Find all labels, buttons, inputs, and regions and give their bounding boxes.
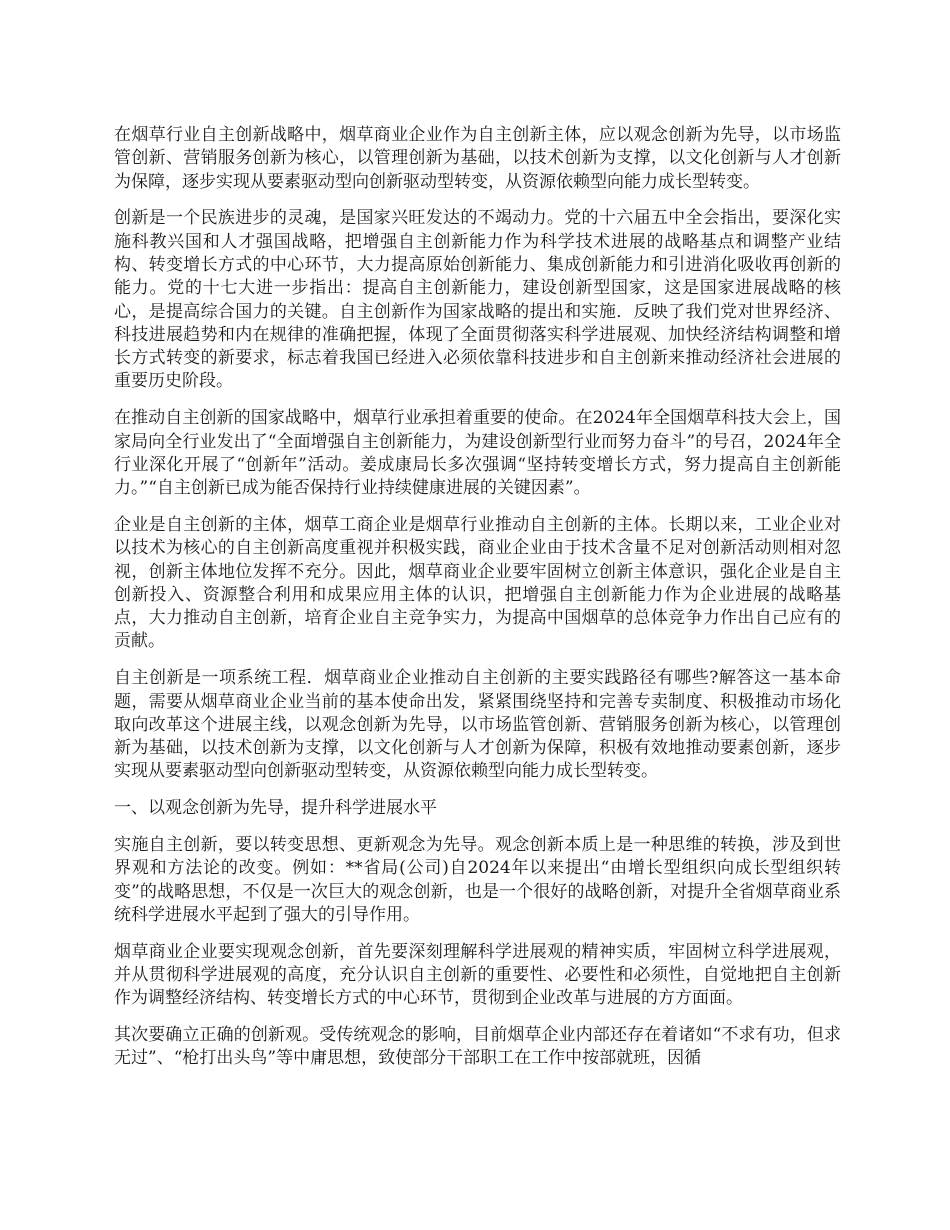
- paragraph-innovation-soul: 创新是一个民族进步的灵魂，是国家兴旺发达的不竭动力。党的十六届五中全会指出，要深化实施科教兴国和人才强国战略，把增强自主创新能力作为科学技术进展的战略基点和调整产业结构、转变增长方式的中心环节，大力提高原始创新能力、集成创新能力和引进消化吸收再创新的能力。党的十七大进一步指出：提高自主创新能力，建设创新型国家，这是国家进展战略的核心，是提高综合国力的关键。自主创新作为国家战略的提出和实施．反映了我们党对世界经济、科技进展趋势和内在规律的准确把握，体现了全面贯彻落实科学进展观、加快经济结构调整和增长方式转变的新要求，标志着我国已经进入必须依靠科技进步和自主创新来推动经济社会进展的重要历史阶段。: [114, 208, 841, 392]
- paragraph-system-engineering: 自主创新是一项系统工程．烟草商业企业推动自主创新的主要实践路径有哪些?解答这一基本命题，需要从烟草商业企业当前的基本使命出发，紧紧围绕坚持和完善专卖制度、积极推动市场化取向改革这个进展主线，以观念创新为先导，以市场监管创新、营销服务创新为核心，以管理创新为基础，以技术创新为支撑，以文化创新与人才创新为保障，积极有效地推动要素创新，逐步实现从要素驱动型向创新驱动型转变，从资源依赖型向能力成长型转变。: [114, 668, 841, 782]
- section-heading-1: 一、以观念创新为先导，提升科学进展水平: [114, 798, 437, 819]
- paragraph-concept-innovation: 实施自主创新，要以转变思想、更新观念为先导。观念创新本质上是一种思维的转换，涉及到世界观和方法论的改变。例如：**省局(公司)自2024年以来提出“由增长型组织向成长型组织转变”的战略思想，不仅是一次巨大的观念创新，也是一个很好的战略创新，对提升全省烟草商业系统科学进展水平起到了强大的引导作用。: [114, 835, 841, 925]
- paragraph-intro: 在烟草行业自主创新战略中，烟草商业企业作为自主创新主体，应以观念创新为先导，以市场监管创新、营销服务创新为核心，以管理创新为基础，以技术创新为支撑，以文化创新与人才创新为保障，逐步实现从要素驱动型向创新驱动型转变，从资源依赖型向能力成长型转变。: [114, 125, 841, 192]
- paragraph-scientific-development: 烟草商业企业要实现观念创新，首先要深刻理解科学进展观的精神实质，牢固树立科学进展观，并从贯彻科学进展观的高度，充分认识自主创新的重要性、必要性和必须性，自觉地把自主创新作为调整经济结构、转变增长方式的中心环节，贯彻到企业改革与进展的方方面面。: [114, 941, 841, 1009]
- paragraph-national-strategy: 在推动自主创新的国家战略中，烟草行业承担着重要的使命。在2024年全国烟草科技大会上，国家局向全行业发出了“全面增强自主创新能力，为建设创新型行业而努力奋斗”的号召，2024年全行业深化开展了“创新年”活动。姜成康局长多次强调“坚持转变增长方式，努力提高自主创新能力。”“自主创新已成为能否保持行业持续健康进展的关键因素”。: [114, 408, 841, 499]
- paragraph-correct-view: 其次要确立正确的创新观。受传统观念的影响，目前烟草企业内部还存在着诸如“不求有功，但求无过”、“枪打出头鸟”等中庸思想，致使部分干部职工在工作中按部就班，因循: [114, 1025, 841, 1069]
- paragraph-enterprise-subject: 企业是自主创新的主体，烟草工商企业是烟草行业推动自主创新的主体。长期以来，工业企业对以技术为核心的自主创新高度重视并积极实践，商业企业由于技术含量不足对创新活动则相对忽视，创新主体地位发挥不充分。因此，烟草商业企业要牢固树立创新主体意识，强化企业是自主创新投入、资源整合利用和成果应用主体的认识，把增强自主创新能力作为企业进展的战略基点，大力推动自主创新，培育企业自主竞争实力，为提高中国烟草的总体竞争力作出自己应有的贡献。: [114, 514, 841, 652]
- document-body: [114, 124, 841, 1084]
